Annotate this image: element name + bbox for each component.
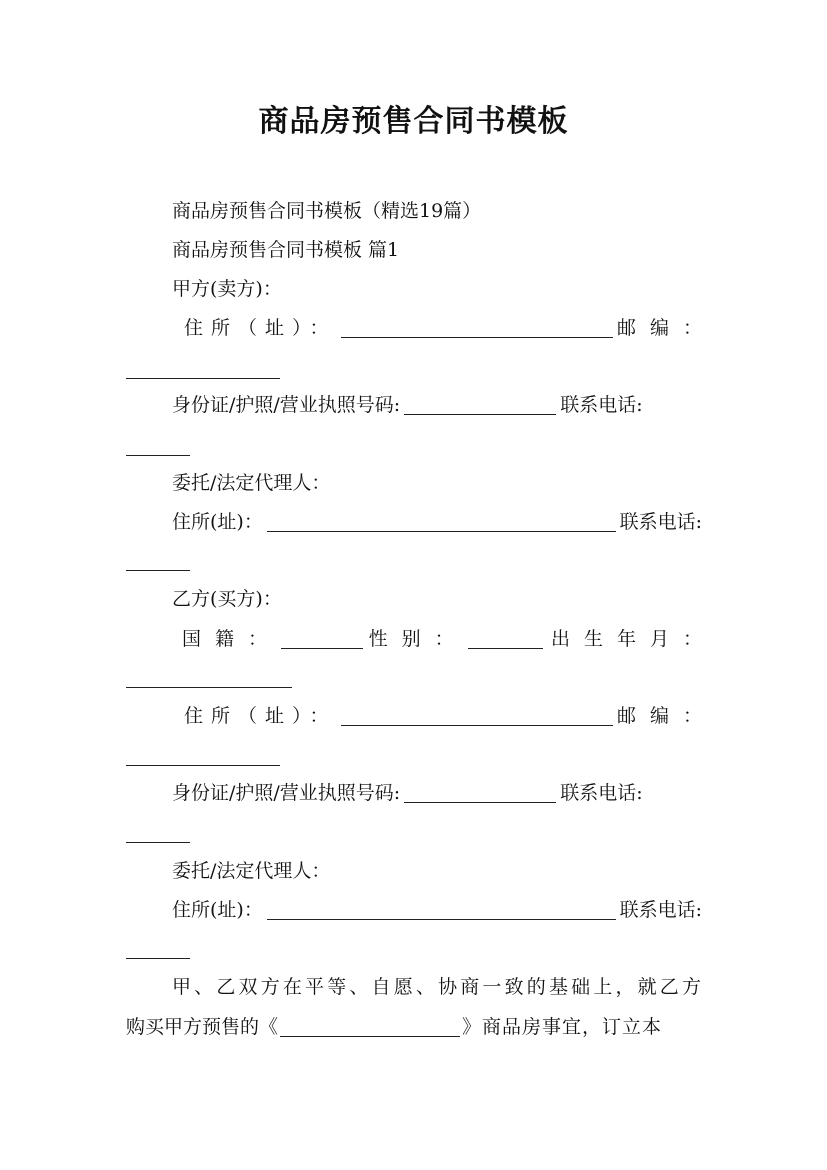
buyer-agent-phone-label: 联系电话: bbox=[619, 899, 702, 921]
seller-agent-phone-blank bbox=[126, 569, 190, 571]
seller-address-label: 住所（址）： bbox=[184, 317, 337, 339]
buyer-postcode-label: 邮编： bbox=[616, 705, 716, 727]
buyer-nationality-label: 国籍： bbox=[182, 628, 282, 650]
buyer-agent-address-row bbox=[172, 891, 702, 930]
buyer-birth-blank bbox=[126, 686, 292, 688]
seller-agent-address-blank bbox=[267, 530, 616, 532]
buyer-agent-address-label: 住所(址)： bbox=[172, 899, 263, 921]
body-line-2-prefix: 购买甲方预售的《 bbox=[126, 1016, 279, 1038]
buyer-address-row bbox=[172, 697, 716, 736]
buyer-id-blank bbox=[404, 801, 556, 803]
buyer-gender-label: 性别： bbox=[368, 628, 468, 650]
buyer-agent-phone-blank bbox=[126, 957, 190, 959]
buyer-info-row bbox=[172, 620, 716, 659]
subtitle: 商品房预售合同书模板（精选19篇） bbox=[172, 200, 482, 222]
body-line-2 bbox=[126, 1008, 702, 1047]
buyer-address-blank bbox=[341, 724, 613, 726]
seller-agent-label: 委托/法定代理人： bbox=[172, 472, 331, 494]
buyer-heading: 乙方(买方)： bbox=[172, 588, 282, 610]
body-line-1: 甲、乙双方在平等、自愿、协商一致的基础上，就乙方 bbox=[172, 976, 702, 998]
buyer-phone-blank bbox=[126, 841, 190, 843]
seller-phone-label: 联系电话: bbox=[560, 394, 643, 416]
body-line-2-suffix: 》商品房事宜，订立本 bbox=[462, 1016, 663, 1038]
buyer-phone-label: 联系电话: bbox=[560, 782, 643, 804]
seller-id-blank bbox=[404, 413, 556, 415]
buyer-gender-blank bbox=[468, 647, 543, 649]
seller-address-row bbox=[172, 309, 716, 348]
seller-id-row bbox=[172, 386, 702, 425]
buyer-postcode-blank bbox=[126, 764, 280, 766]
buyer-birth-label: 出生年月： bbox=[550, 628, 716, 650]
seller-agent-address-row bbox=[172, 503, 702, 542]
seller-postcode-label: 邮编： bbox=[616, 317, 716, 339]
seller-phone-blank bbox=[126, 454, 190, 456]
buyer-nationality-blank bbox=[281, 647, 363, 649]
chapter-heading: 商品房预售合同书模板 篇1 bbox=[172, 239, 400, 261]
seller-id-label: 身份证/护照/营业执照号码: bbox=[172, 394, 401, 416]
seller-postcode-blank bbox=[126, 377, 280, 379]
document-title: 商品房预售合同书模板 bbox=[258, 104, 569, 139]
seller-agent-address-label: 住所(址)： bbox=[172, 511, 263, 533]
seller-address-blank bbox=[341, 336, 613, 338]
buyer-agent-label: 委托/法定代理人： bbox=[172, 860, 331, 882]
seller-agent-phone-label: 联系电话: bbox=[619, 511, 702, 533]
buyer-id-label: 身份证/护照/营业执照号码: bbox=[172, 782, 401, 804]
project-name-blank bbox=[280, 1035, 460, 1037]
seller-heading: 甲方(卖方)： bbox=[172, 278, 282, 300]
buyer-id-row bbox=[172, 774, 702, 813]
buyer-address-label: 住所（址）： bbox=[184, 705, 337, 727]
buyer-agent-address-blank bbox=[267, 918, 616, 920]
